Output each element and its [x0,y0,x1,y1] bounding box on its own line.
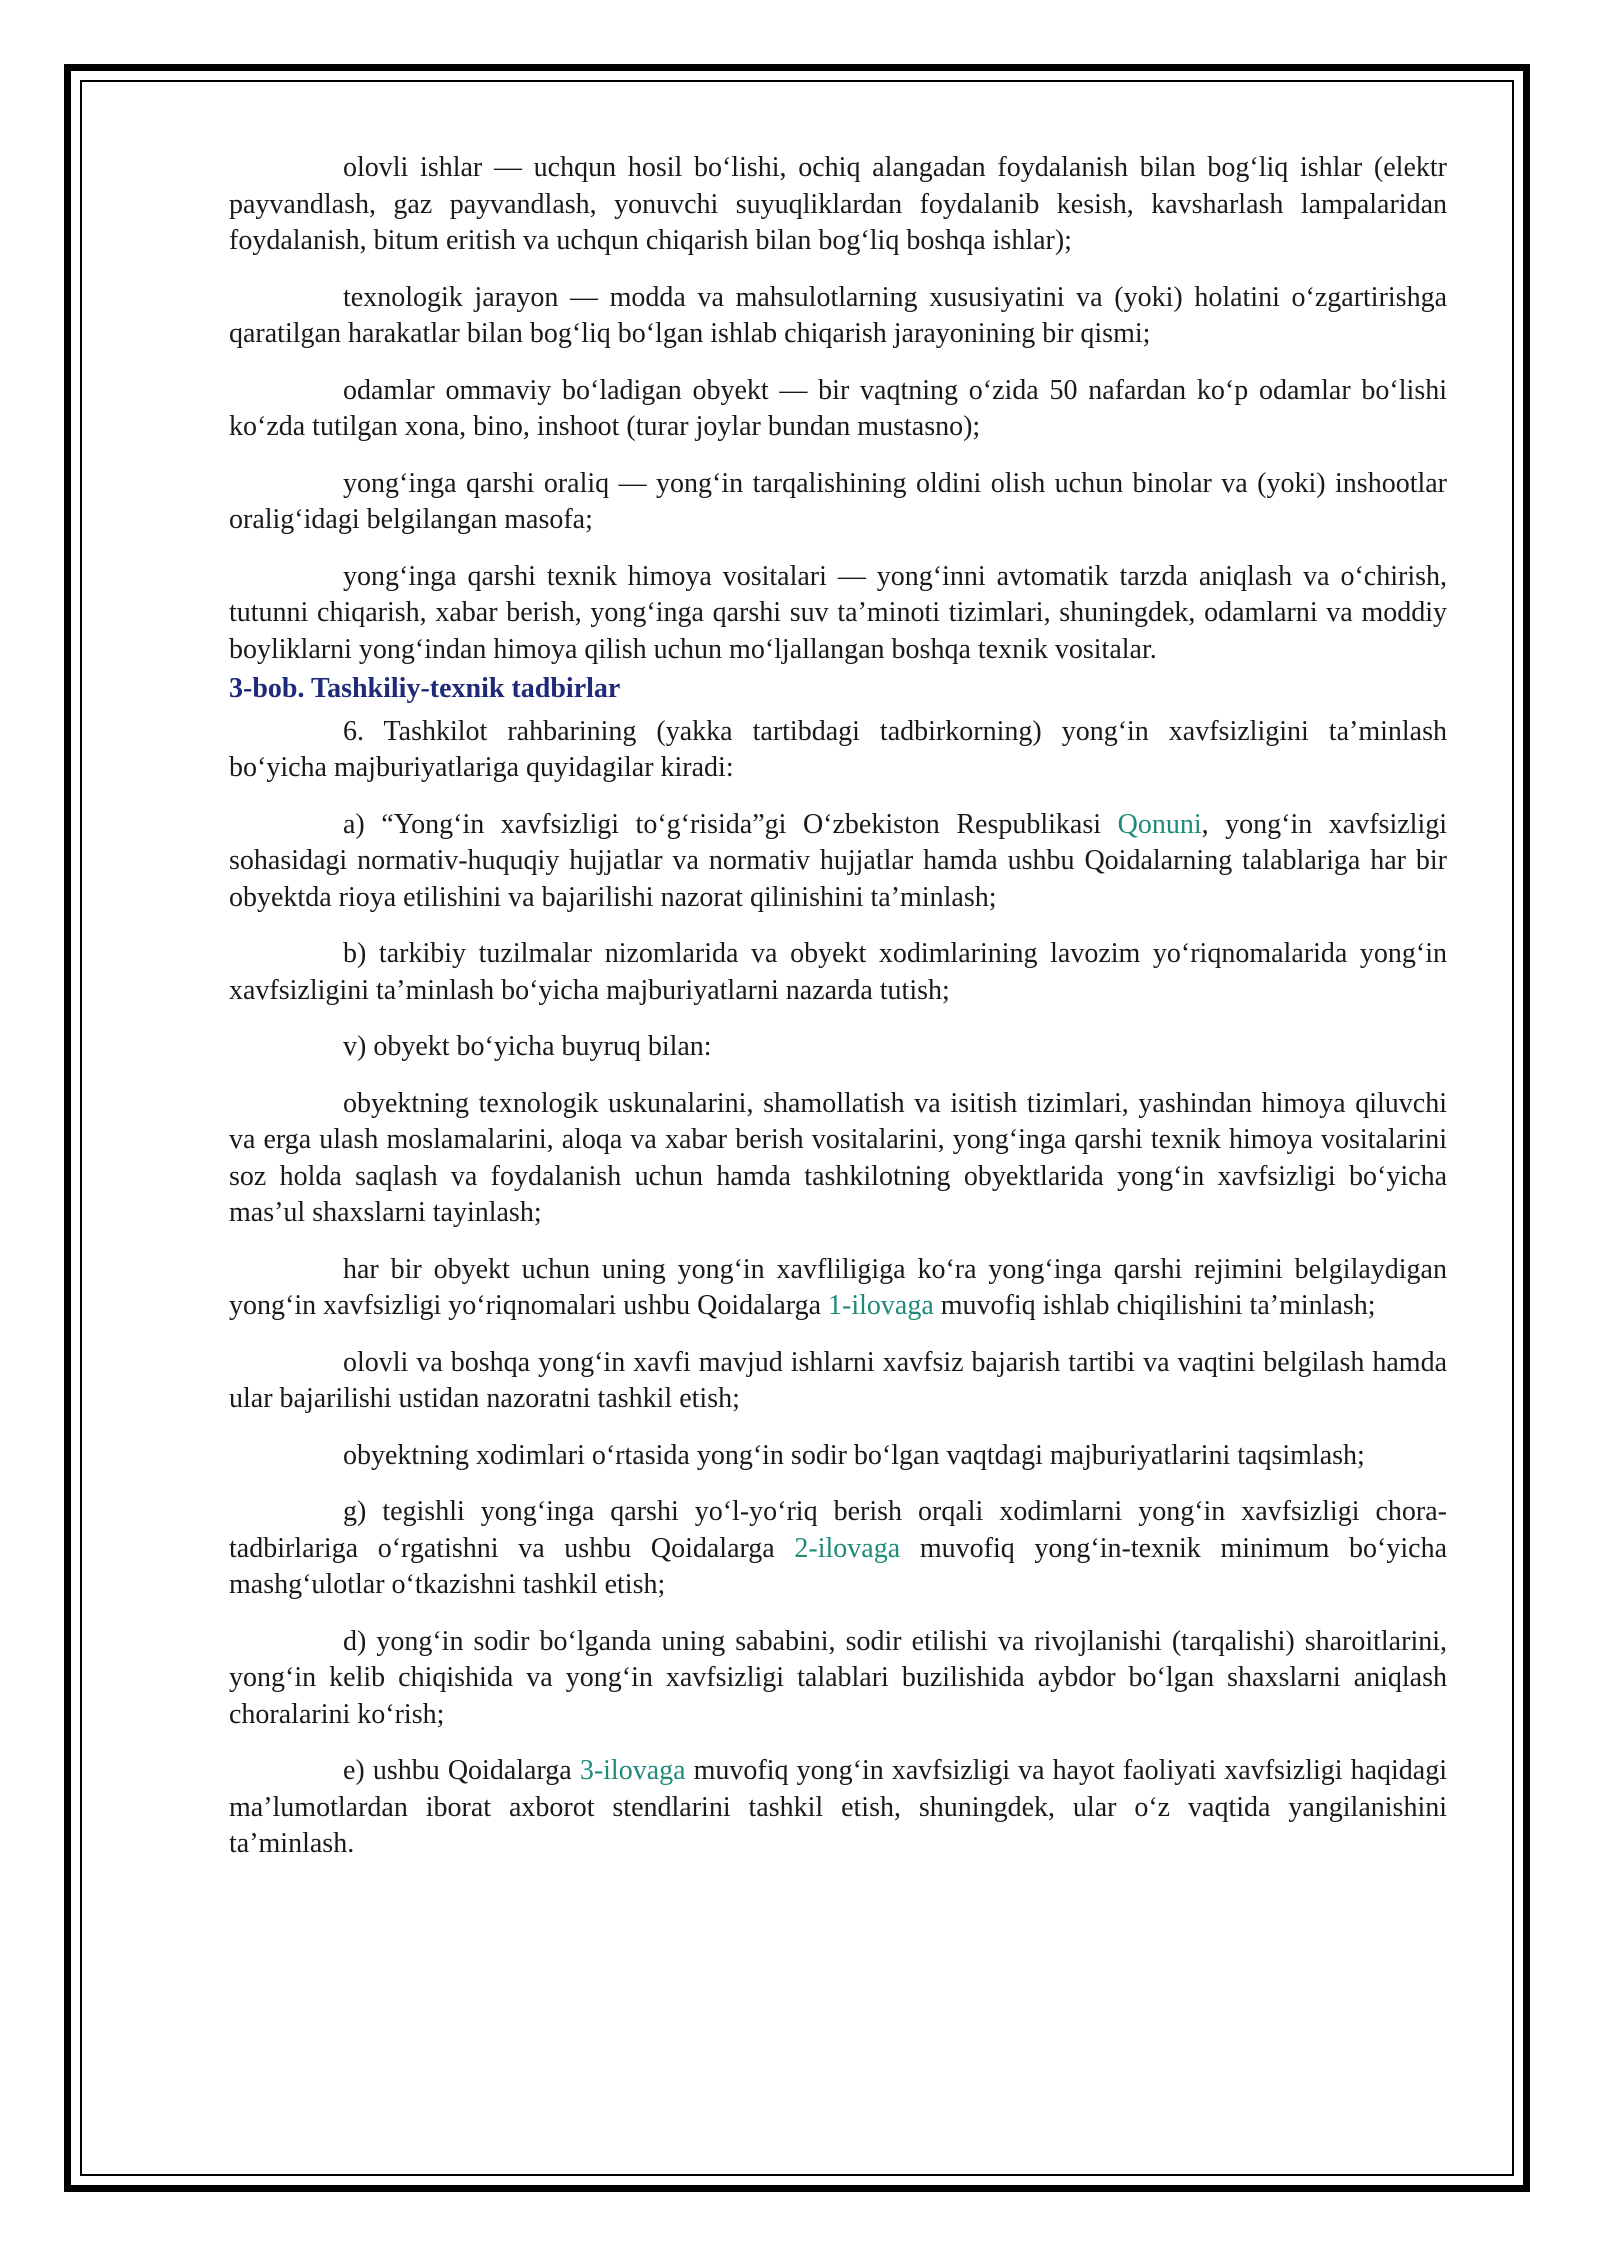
paragraph-item-b: b) tarkibiy tuzilmalar nizomlarida va obyekt xodimlarining lavozim yo‘riqnomalarida yong‘in xavfsizligini ta’minlash bo‘yicha majburiyatlarni nazarda tutish; [229,938,1447,1006]
chapter-heading: 3-bob. Tashkiliy-texnik tadbirlar [229,673,621,704]
paragraph-item-v-4: obyektning xodimlari o‘rtasida yong‘in sodir bo‘lgan vaqtdagi majburiyatlarini taqsimlash; [343,1439,1365,1471]
item-e-text-after: muvofiq yong‘in xavfsizligi va hayot faoliyati xavfsizligi haqidagi ma’lumotlardan iborat axborot stendlarini tashkil etish, shuningdek, ular o‘z vaqtida yangilanishini ta’minlash. [229,1755,1448,1859]
paragraph-qarshi-oraliq: yong‘inga qarshi oraliq — yong‘in tarqalishining oldini olish uchun binolar va (yoki) inshootlar oralig‘idagi belgilangan masofa; [229,467,1447,535]
paragraph-item-e [229,1753,1447,1863]
paragraph-item-v-2 [229,1252,1447,1325]
ilova-3-link[interactable]: 3-ilovaga [579,1755,686,1786]
item-e-text-before: e) ushbu Qoidalarga [343,1755,580,1786]
item-g-text-after: muvofiq yong‘in-texnik minimum bo‘yicha mashg‘ulotlar o‘tkazishni tashkil etish; [229,1532,1448,1600]
item-g-text-before: g) tegishli yong‘inga qarshi yo‘l-yo‘riq berish orqali xodimlarni yong‘in xavfsizligi chora-tadbirlariga o‘rgatishni va ushbu Qoidalarga [229,1496,1447,1564]
paragraph-item-g [229,1494,1447,1604]
paragraph-texnologik-jarayon: texnologik jarayon — modda va mahsulotlarning xususiyatini va (yoki) holatini o‘zgartirishga qaratilgan harakatlar bilan bog‘liq bo‘lgan ishlab chiqarish jarayonining bir qismi; [229,281,1447,349]
paragraph-item-d: d) yong‘in sodir bo‘lganda uning sababini, sodir etilishi va rivojlanishi (tarqalishi) sharoitlarini, yong‘in kelib chiqishida va yong‘in xavfsizligi talablari buzilishida aybdor bo‘lgan shaxslarni aniqlash choralarini ko‘rish; [229,1625,1447,1730]
ilova-1-link[interactable]: 1-ilovaga [828,1290,934,1321]
paragraph-olovli-ishlar: olovli ishlar — uchqun hosil bo‘lishi, ochiq alangadan foydalanish bilan bog‘liq ishlar (elektr payvandlash, gaz payvandlash, yonuvchi suyuqliklardan foydalanib kesish, kavsharlash lampalaridan foydalanish, bitum eritish va uchqun chiqarish bilan bog‘liq boshqa ishlar); [229,152,1447,256]
paragraph-item-a [229,807,1447,917]
qonuni-link[interactable]: Qonuni [1117,808,1202,840]
item-v2-text-before: har bir obyekt uchun uning yong‘in xavfliligiga ko‘ra yong‘inga qarshi rejimini belgilaydigan yong‘in xavfsizligi yo‘riqnomalari ushbu Qoidalarga [229,1253,1447,1321]
ilova-2-link[interactable]: 2-ilovaga [794,1532,901,1564]
paragraph-item-v-3: olovli va boshqa yong‘in xavfi mavjud ishlarni xavfsiz bajarish tartibi va vaqtini belgilash hamda ular bajarilishi ustidan nazoratni tashkil etish; [229,1346,1447,1414]
paragraph-himoya-vositalari: yong‘inga qarshi texnik himoya vositalari — yong‘inni avtomatik tarzda aniqlash va o‘chirish, tutunni chiqarish, xabar berish, yong‘inga qarshi suv ta’minoti tizimlari, shuningdek, odamlarni va moddiy boyliklarni yong‘indan himoya qilish uchun mo‘ljallangan boshqa texnik vositalar. [229,560,1447,665]
paragraph-ommaviy-obyekt: odamlar ommaviy bo‘ladigan obyekt — bir vaqtning o‘zida 50 nafardan ko‘p odamlar bo‘lishi ko‘zda tutilgan xona, bino, inshoot (turar joylar bundan mustasno); [229,374,1447,442]
paragraph-item-v: v) obyekt bo‘yicha buyruq bilan: [343,1031,712,1062]
item-v2-text-after: muvofiq ishlab chiqilishini ta’minlash; [933,1290,1376,1321]
paragraph-item-6: 6. Tashkilot rahbarining (yakka tartibdagi tadbirkorning) yong‘in xavfsizligini ta’minlash bo‘yicha majburiyatlariga quyidagilar kiradi: [229,715,1447,783]
item-a-text-before: a) “Yong‘in xavfsizligi to‘g‘risida”gi O‘zbekiston Respublikasi [343,808,1118,840]
item-a-text-after: , yong‘in xavfsizligi sohasidagi normativ-huquqiy hujjatlar va normativ hujjatlar hamda ushbu Qoidalarning talablariga har bir obyektda rioya etilishini va bajarilishi nazorat qilinishini ta’minlash; [229,808,1447,913]
paragraph-item-v-1: obyektning texnologik uskunalarini, shamollatish va isitish tizimlari, yashindan himoya qiluvchi va erga ulash moslamalarini, aloqa va xabar berish vositalarini, yong‘inga qarshi texnik himoya vositalarini soz holda saqlash va foydalanish uchun hamda tashkilotning obyektlarida yong‘in xavfsizligi bo‘yicha mas’ul shaxslarni tayinlash; [229,1087,1447,1228]
document-body [229,150,1447,1883]
